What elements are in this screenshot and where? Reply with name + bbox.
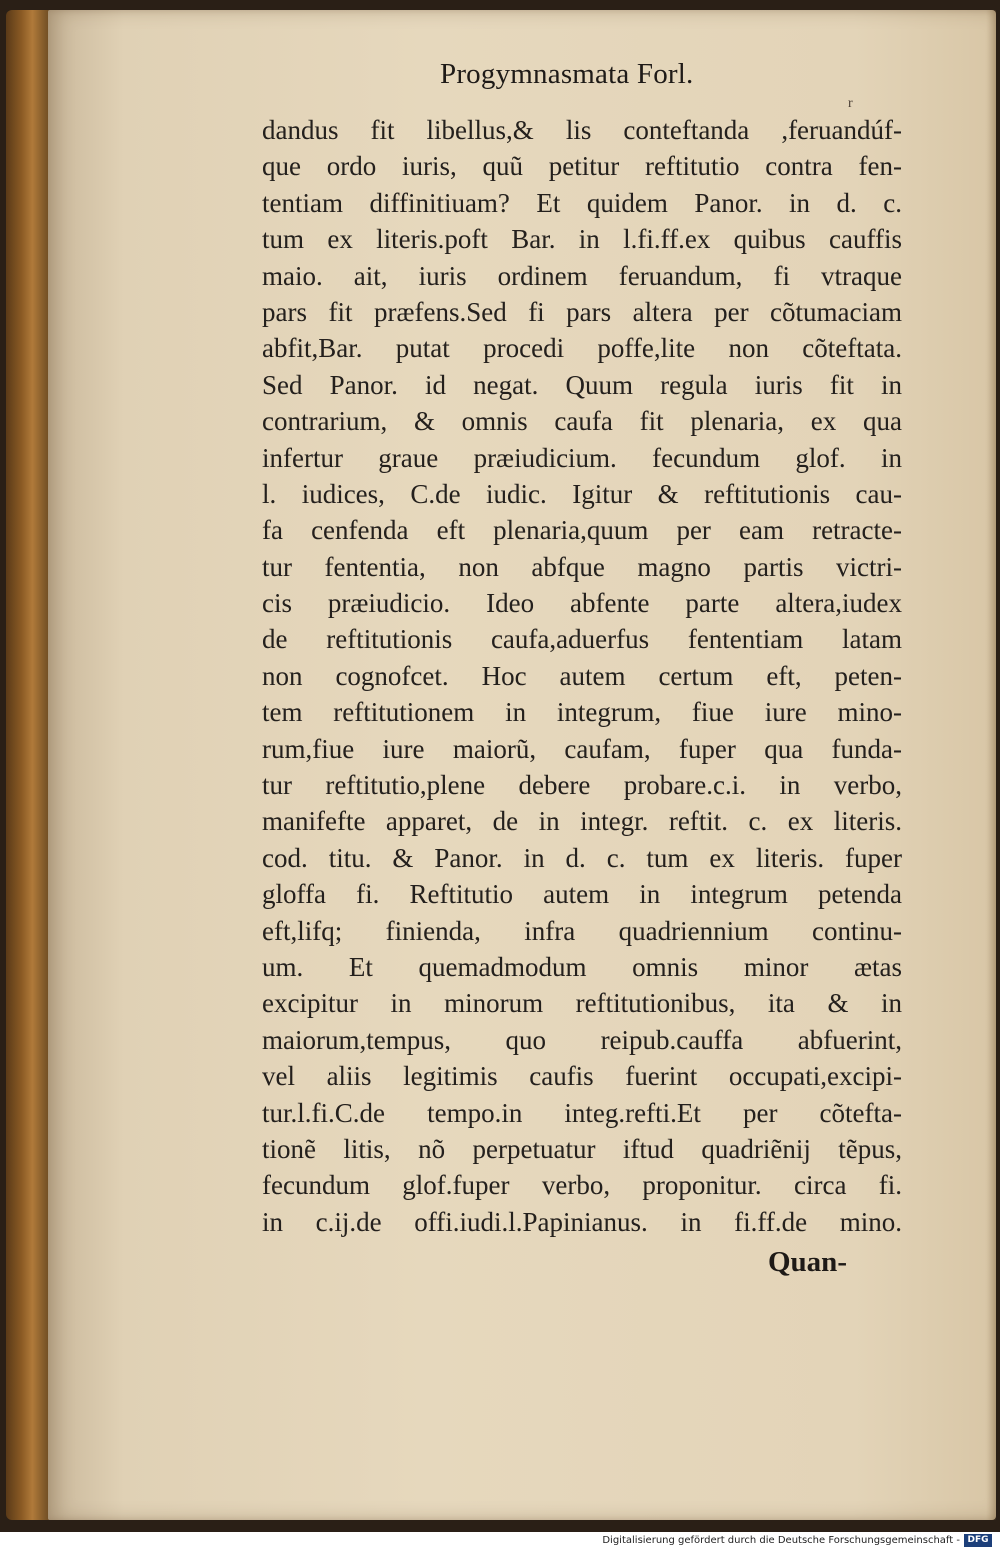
text-line: vel aliis legitimis caufis fuerint occupati,excipi- <box>262 1061 902 1092</box>
text-line: tem reftitutionem in integrum, fiue iure mino- <box>262 697 902 728</box>
text-line: manifefte apparet, de in integr. reftit. c. ex literis. <box>262 806 902 837</box>
text-line: tentiam diffinitiuam? Et quidem Panor. in d. c. <box>262 187 902 218</box>
text-line: pars fit præfens.Sed fi pars altera per cõtumaciam <box>262 296 902 327</box>
page-edge <box>986 10 996 1520</box>
text-line: de reftitutionis caufa,aduerfus fententiam latam <box>262 624 902 655</box>
text-line: dandus fit libellus,& lis conteftanda ,feruandúf- <box>262 115 902 145</box>
text-line: maio. ait, iuris ordinem feruandum, fi vtraque <box>262 260 902 291</box>
text-line: excipitur in minorum reftitutionibus, ita & in <box>262 988 902 1019</box>
text-line: cis præiudicio. Ideo abfente parte altera,iudex <box>262 588 902 619</box>
text-line: maiorum,tempus, quo reipub.cauffa abfuerint, <box>262 1024 902 1055</box>
dfg-logo: DFG <box>964 1534 992 1547</box>
text-line: tionẽ litis, nõ perpetuatur iftud quadriẽnij tẽpus, <box>262 1133 902 1164</box>
text-line: tur.l.fi.C.de tempo.in integ.refti.Et per cõtefta- <box>262 1097 902 1128</box>
text-line: Sed Panor. id negat. Quum regula iuris fit in <box>262 369 902 400</box>
text-line: abfit,Bar. putat procedi poffe,lite non cõteftata. <box>262 333 902 364</box>
text-line: rum,fiue iure maiorũ, caufam, fuper qua funda- <box>262 733 902 764</box>
text-line: in c.ij.de offi.iudi.l.Papinianus. in fi.ff.de mino. <box>262 1206 902 1237</box>
text-line: tur fententia, non abfque magno partis victri- <box>262 551 902 582</box>
text-line: tum ex literis.poft Bar. in l.fi.ff.ex quibus cauffis <box>262 224 902 255</box>
body-text <box>262 112 902 1240</box>
text-line: um. Et quemadmodum omnis minor ætas <box>262 951 902 982</box>
text-line: contrarium, & omnis caufa fit plenaria, ex qua <box>262 406 902 437</box>
book-spine <box>6 10 50 1520</box>
text-line: gloffa fi. Reftitutio autem in integrum petenda <box>262 879 902 910</box>
text-line: tur reftitutio,plene debere probare.c.i. in verbo, <box>262 770 902 801</box>
text-line: infertur graue præiudicium. fecundum glof. in <box>262 442 902 473</box>
text-line: l. iudices, C.de iudic. Igitur & reftitutionis cau- <box>262 478 902 509</box>
text-line: eft,lifq; finienda, infra quadriennium continu- <box>262 915 902 946</box>
catchword: Quan- <box>768 1246 847 1278</box>
text-line: que ordo iuris, quũ petitur reftitutio contra fen- <box>262 151 902 182</box>
corner-mark: r <box>848 96 853 111</box>
footer-credit: Digitalisierung gefördert durch die Deutsche Forschungsgemeinschaft - <box>602 1535 960 1546</box>
text-line: non cognofcet. Hoc autem certum eft, peten- <box>262 660 902 691</box>
text-line: fa cenfenda eft plenaria,quum per eam retracte- <box>262 515 902 546</box>
running-head: Progymnasmata Forl. <box>440 58 694 90</box>
text-line: fecundum glof.fuper verbo, proponitur. circa fi. <box>262 1170 902 1201</box>
text-line: cod. titu. & Panor. in d. c. tum ex literis. fuper <box>262 842 902 873</box>
